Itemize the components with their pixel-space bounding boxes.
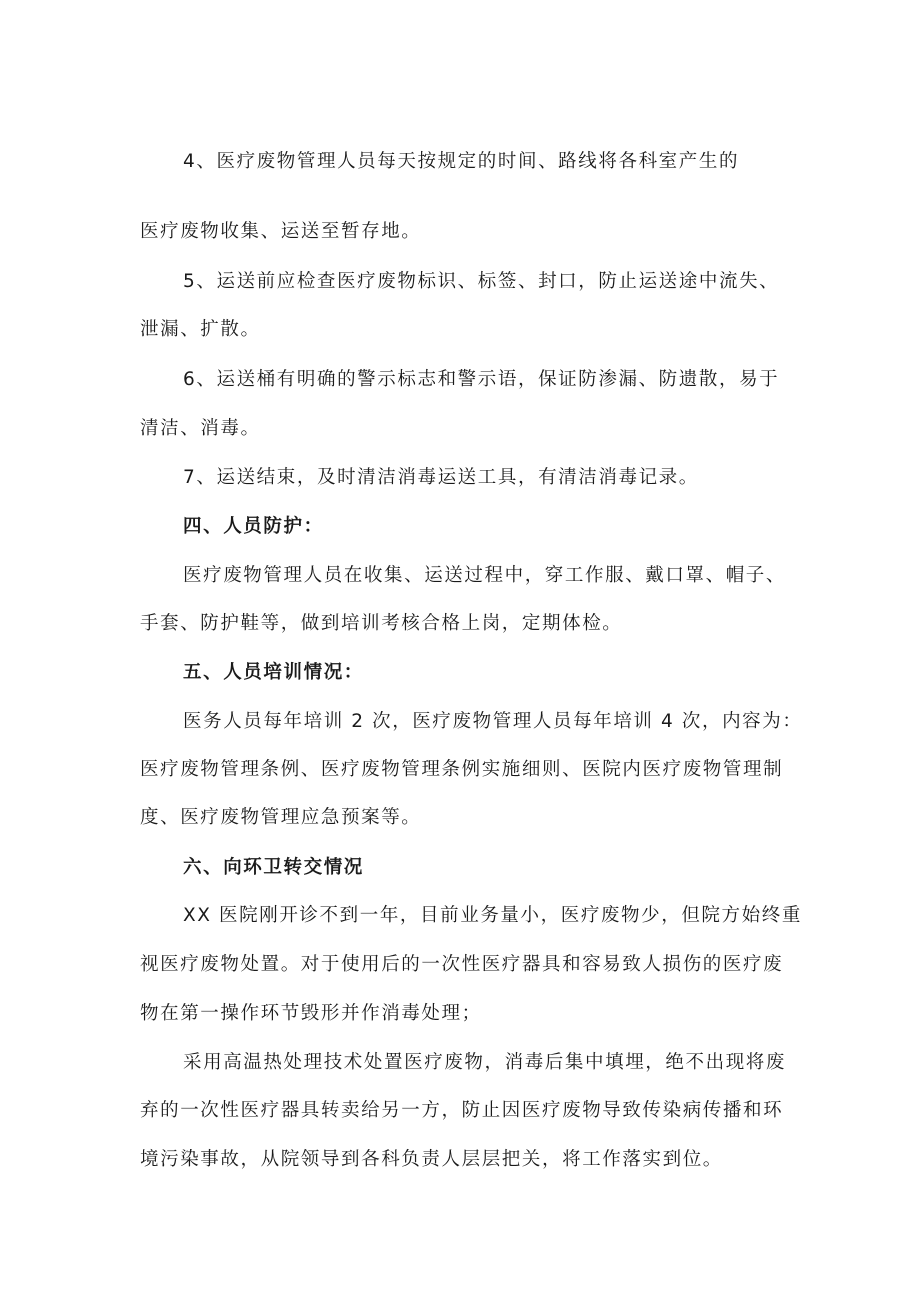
transfer-paragraph-line-2: 视医疗废物处置。对于使用后的一次性医疗器具和容易致人损伤的医疗废 (140, 954, 784, 975)
section-heading-sanitation-transfer: 六、向环卫转交情况 (183, 857, 364, 878)
paragraph-5-line-1: 5、运送前应检查医疗废物标识、标签、封口，防止运送途中流失、 (183, 271, 780, 292)
section-heading-training: 五、人员培训情况： (183, 662, 364, 683)
disposal-paragraph-line-1: 采用高温热处理技术处置医疗废物，消毒后集中填埋，绝不出现将废 (183, 1052, 787, 1073)
paragraph-6-line-2: 清洁、消毒。 (140, 418, 261, 439)
paragraph-4-line-1: 4、医疗废物管理人员每天按规定的时间、路线将各科室产生的 (183, 151, 740, 172)
disposal-paragraph-line-3: 境污染事故，从院领导到各科负责人层层把关，将工作落实到位。 (140, 1149, 723, 1170)
transfer-paragraph-line-3: 物在第一操作环节毁形并作消毒处理； (140, 1003, 482, 1024)
paragraph-6-line-1: 6、运送桶有明确的警示标志和警示语，保证防渗漏、防遗散，易于 (183, 369, 780, 390)
training-paragraph-line-3: 度、医疗废物管理应急预案等。 (140, 807, 422, 828)
training-paragraph-line-2: 医疗废物管理条例、医疗废物管理条例实施细则、医院内医疗废物管理制 (140, 759, 784, 780)
paragraph-4-line-2: 医疗废物收集、运送至暂存地。 (140, 221, 422, 242)
paragraph-5-line-2: 泄漏、扩散。 (140, 319, 261, 340)
disposal-paragraph-line-2: 弃的一次性医疗器具转卖给另一方，防止因医疗废物导致传染病传播和环 (140, 1100, 784, 1121)
paragraph-7-line-1: 7、运送结束，及时清洁消毒运送工具，有清洁消毒记录。 (183, 467, 699, 488)
protection-paragraph-line-2: 手套、防护鞋等，做到培训考核合格上岗，定期体检。 (140, 613, 623, 634)
transfer-paragraph-line-1: XX 医院刚开诊不到一年，目前业务量小，医疗废物少，但院方始终重 (183, 905, 802, 926)
protection-paragraph-line-1: 医疗废物管理人员在收集、运送过程中，穿工作服、戴口罩、帽子、 (183, 565, 787, 586)
training-paragraph-line-1: 医务人员每年培训 2 次，医疗废物管理人员每年培训 4 次，内容为： (183, 711, 803, 732)
section-heading-personnel-protection: 四、人员防护： (183, 516, 324, 537)
